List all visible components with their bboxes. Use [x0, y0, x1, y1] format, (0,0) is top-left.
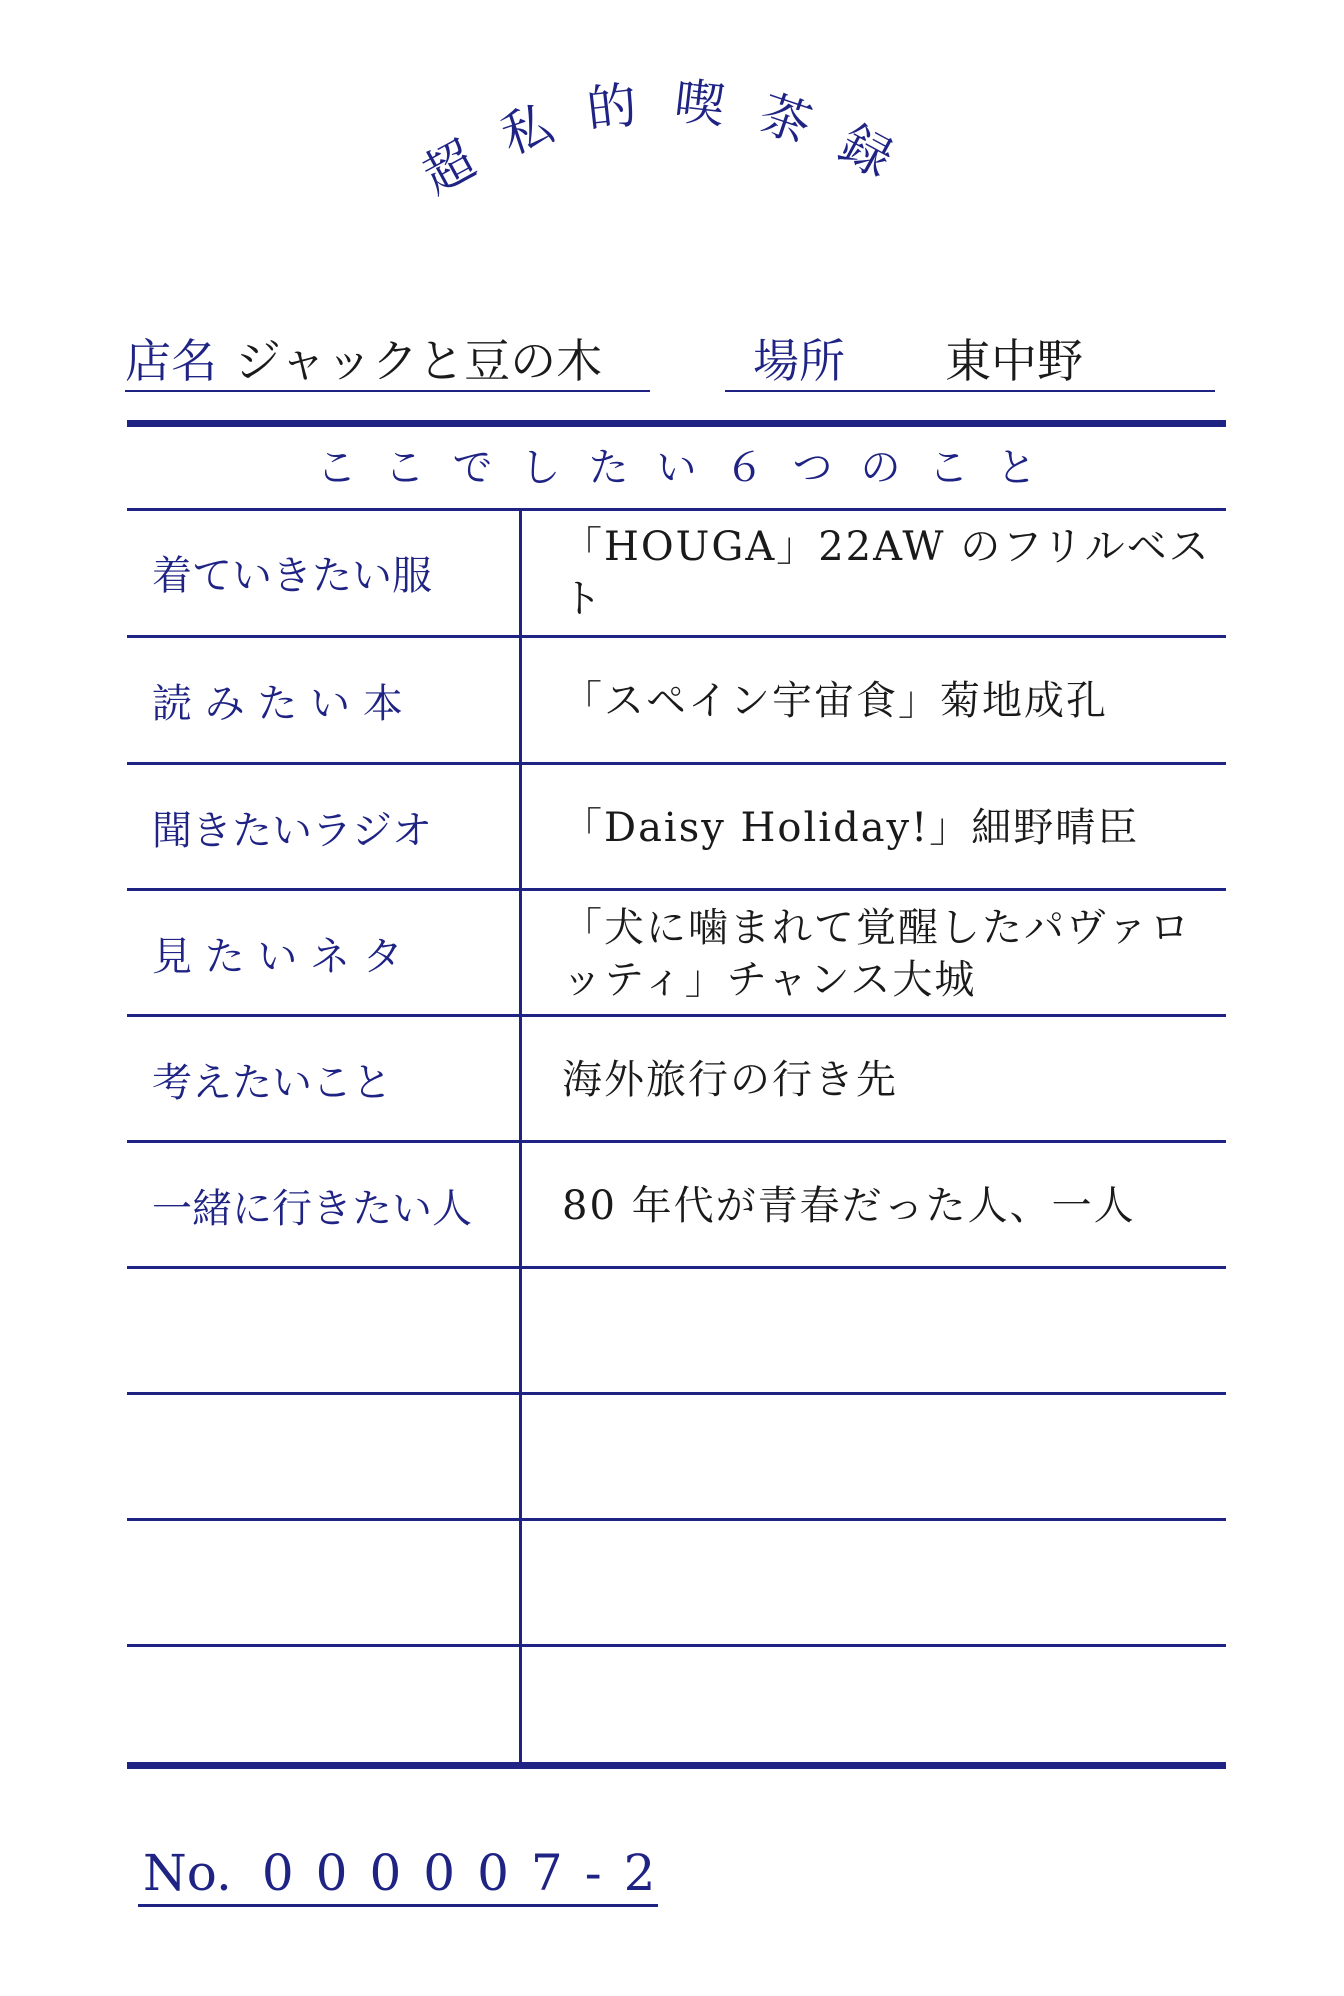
- place-value: 東中野: [945, 334, 1083, 388]
- row-label: [152, 1647, 497, 1772]
- table-top-border: [127, 420, 1226, 427]
- row-value-text: 「スペイン宇宙食」菊地成孔: [562, 677, 1108, 724]
- table-bottom-border: [127, 1762, 1226, 1769]
- shop-name-value: ジャックと豆の木: [235, 334, 603, 388]
- table-row: [127, 1395, 1226, 1520]
- row-label: [152, 1269, 497, 1394]
- shop-name-field: [125, 332, 650, 392]
- row-value: [562, 1395, 1226, 1520]
- shop-name-label: 店名: [125, 334, 217, 388]
- row-value-text: 「HOUGA」22AW のフリルベスト: [562, 523, 1211, 622]
- row-label: 一緒に行きたい人: [152, 1186, 472, 1232]
- card-title: [0, 0, 1344, 240]
- row-value: [562, 1269, 1226, 1394]
- row-value: [562, 1017, 1226, 1142]
- row-value: [562, 891, 1226, 1016]
- card-number-value: 000007-2: [261, 1844, 678, 1902]
- row-value: [562, 1143, 1226, 1268]
- row-label: 着ていきたい服: [152, 553, 432, 599]
- row-value: [562, 510, 1226, 635]
- row-label: 考えたいこと: [152, 1060, 392, 1106]
- row-value-text: 「Daisy Holiday!」細野晴臣: [562, 804, 1140, 851]
- table-row: [127, 1017, 1226, 1142]
- table-row: [127, 1521, 1226, 1646]
- row-value: [562, 638, 1226, 763]
- table-row: [127, 1647, 1226, 1772]
- card-title-text: [413, 72, 932, 205]
- table-row: [127, 765, 1226, 890]
- table-row: [127, 510, 1226, 635]
- table-row: [127, 1143, 1226, 1268]
- table-row: [127, 891, 1226, 1016]
- row-label: 読 み た い 本: [152, 681, 403, 727]
- table-row: [127, 638, 1226, 763]
- table-title: ここでしたい６つのこと: [316, 445, 1065, 491]
- row-label: 見 た い ネ タ: [152, 934, 403, 980]
- row-value: [562, 765, 1226, 890]
- row-value: [562, 1521, 1226, 1646]
- card-number-label: No.: [143, 1844, 232, 1902]
- row-value: [562, 1647, 1226, 1772]
- todo-table: [127, 420, 1226, 1769]
- row-label: [152, 1395, 497, 1520]
- row-label: 聞きたいラジオ: [152, 808, 432, 854]
- place-field: [725, 332, 1215, 392]
- row-value-text: 80 年代が青春だった人、一人: [562, 1182, 1136, 1229]
- table-row: [127, 1269, 1226, 1394]
- row-value-text: 「犬に噛まれて覚醒したパヴァロッティ」チャンス大城: [562, 904, 1192, 1003]
- card-title-path: 超私的喫茶録: [413, 71, 932, 206]
- row-value-text: 海外旅行の行き先: [562, 1056, 898, 1103]
- place-label: 場所: [753, 334, 845, 388]
- card-number: [138, 1842, 678, 1907]
- row-label: [152, 1521, 497, 1646]
